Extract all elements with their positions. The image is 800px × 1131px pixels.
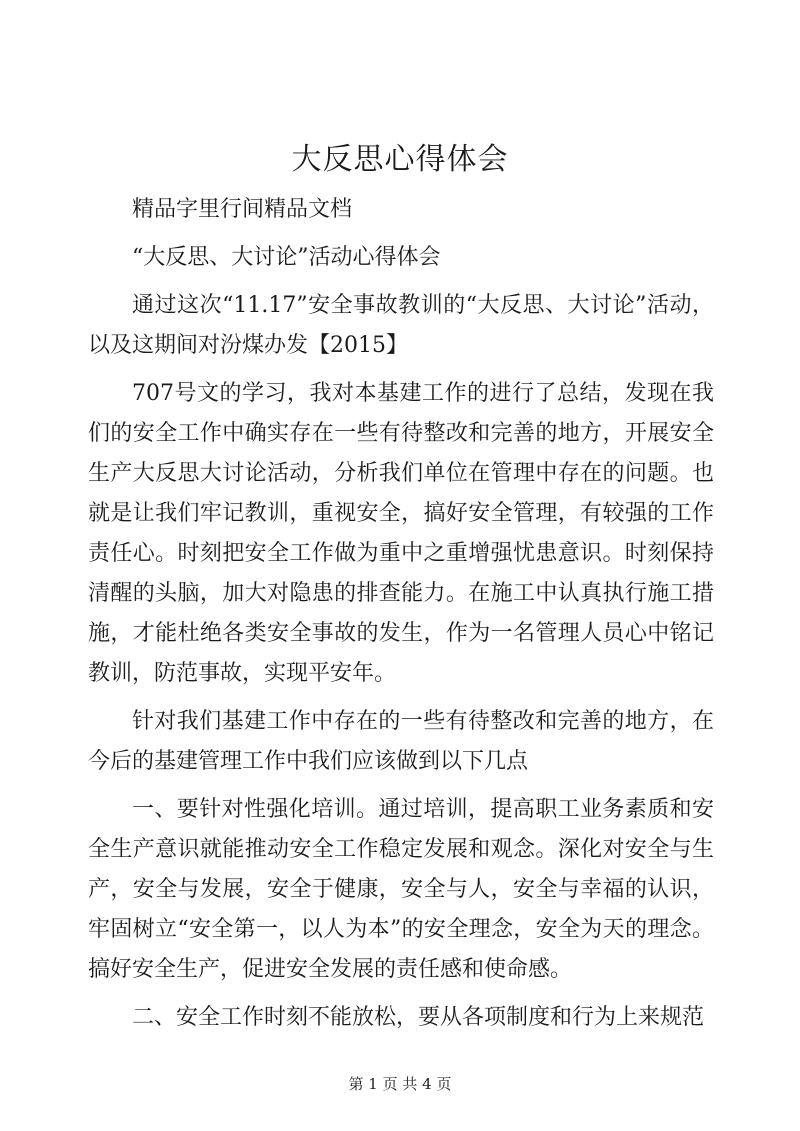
paragraph-header-note: 精品字里行间精品文档 (132, 197, 353, 222)
paragraph-intro: 通过这次“11.17”安全事故教训的“大反思、大讨论”活动，以及这期间对汾煤办发【2015】 (88, 293, 714, 358)
document-body (88, 190, 714, 1046)
paragraph-summary: 707号文的学习，我对本基建工作的进行了总结，发现在我们的安全工作中确实存在一些有待整改和完善的地方，开展安全生产大反思大讨论活动，分析我们单位在管理中存在的问题。也就是让我们牢记教训，重视安全，搞好安全管理，有较强的工作责任心。时刻把安全工作做为重中之重增强忧患意识。时刻保持清醒的头脑，加大对隐患的排查能力。在施工中认真执行施工措施，才能杜绝各类安全事故的发生，作为一名管理人员心中铭记教训，防范事故，实现平安年。 (88, 381, 714, 686)
paragraph-point-one: 一、要针对性强化培训。通过培训，提高职工业务素质和安全生产意识就能推动安全工作稳定发展和观念。深化对安全与生产，安全与发展，安全于健康，安全与人，安全与幸福的认识，牢固树立“安全第一，以人为本”的安全理念，安全为天的理念。搞好安全生产，促进安全发展的责任感和使命感。 (88, 797, 714, 982)
page-indicator: 第 1 页 共 4 页 (348, 1075, 452, 1093)
document-title: 大反思心得体会 (291, 142, 509, 177)
paragraph-subtitle: “大反思、大讨论”活动心得体会 (132, 245, 441, 270)
paragraph-points-intro: 针对我们基建工作中存在的一些有待整改和完善的地方，在今后的基建管理工作中我们应该做到以下几点 (88, 709, 714, 774)
paragraph-point-two: 二、安全工作时刻不能放松，要从各项制度和行为上来规范 (132, 1005, 705, 1030)
